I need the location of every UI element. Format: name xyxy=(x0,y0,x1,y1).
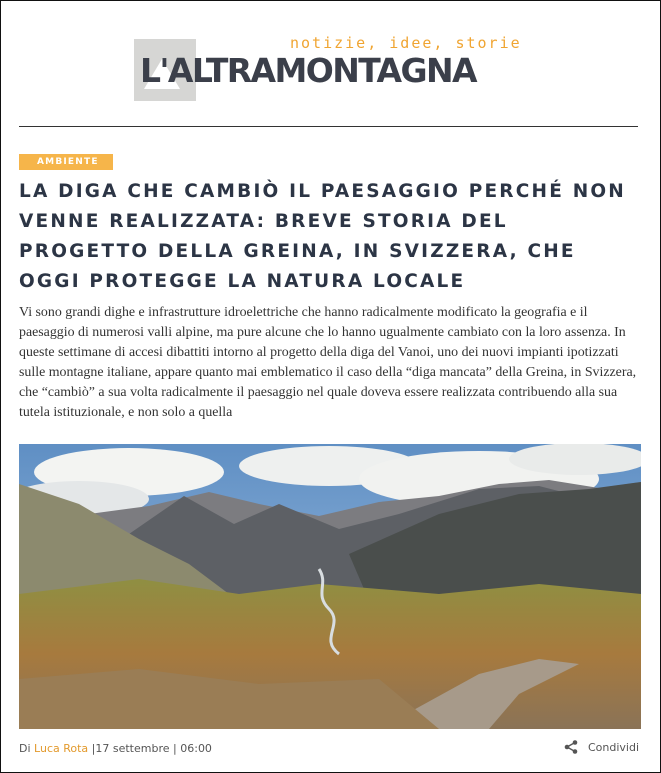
header-divider xyxy=(19,126,638,127)
site-wordmark: L'ALTRAMONTAGNA xyxy=(140,51,476,90)
article-byline xyxy=(19,742,212,755)
share-label: Condividi xyxy=(588,740,640,754)
publish-time: 06:00 xyxy=(180,742,212,755)
hero-image xyxy=(19,444,641,729)
site-logo[interactable] xyxy=(134,34,534,101)
publish-date: 17 settembre xyxy=(95,742,170,755)
byline-separator: | xyxy=(173,742,177,755)
byline-separator: | xyxy=(91,742,96,755)
share-button[interactable] xyxy=(564,740,639,754)
site-tagline: notizie, idee, storie xyxy=(290,34,522,52)
author-link[interactable]: Luca Rota xyxy=(34,742,89,755)
article-lead: Vi sono grandi dighe e infrastrutture idroelettriche che hanno radicalmente modificato la geografia e il paesaggio di numerosi valli alpine, ma pure alcune che lo hanno ugualmente cambiato con la loro assenza. In queste settimane di accesi dibattiti intorno al progetto della diga del Vanoi, uno dei nuovi impianti ipotizzati sulle montagne italiane, appare quanto mai emblematico il caso della “diga mancata” della Greina, in Svizzera, che “cambiò” a sua volta radicalmente il paesaggio nel quale doveva essere realizzata contribuendo alla sua tutela istituzionale, e non solo a quella xyxy=(19,305,637,420)
byline-prefix: Di xyxy=(19,742,31,755)
share-icon xyxy=(564,740,578,754)
category-badge[interactable]: AMBIENTE xyxy=(19,154,113,170)
article-title: LA DIGA CHE CAMBIÒ IL PAESAGGIO PERCHÉ NON VENNE REALIZZATA: BREVE STORIA DEL PROGETTO DELLA GREINA, IN SVIZZERA, CHE OGGI PROTEGGE LA NATURA LOCALE xyxy=(19,181,626,292)
